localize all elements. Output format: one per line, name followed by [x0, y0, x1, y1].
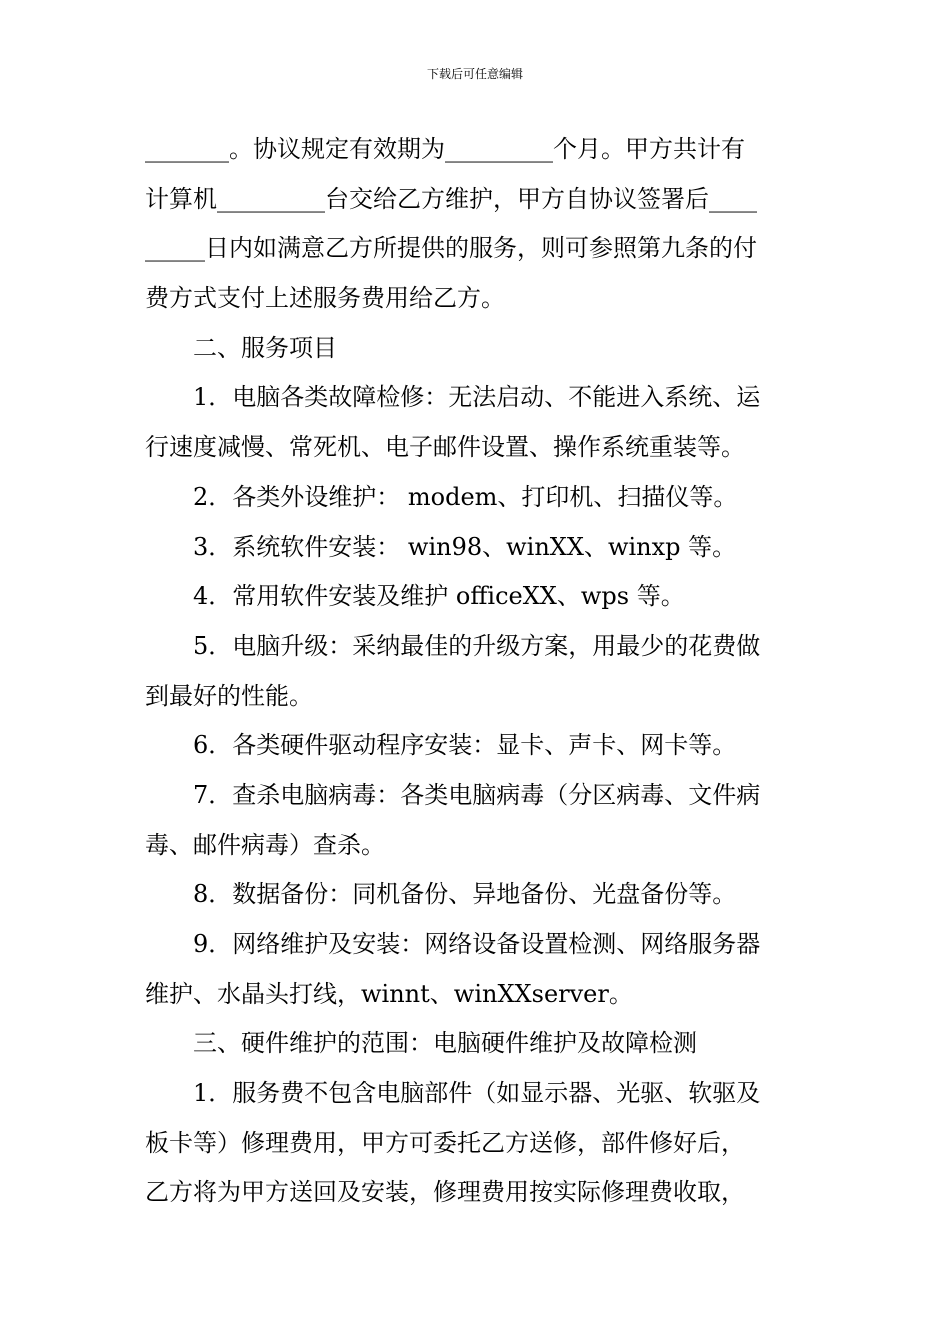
text-line: 板卡等）修理费用，甲方可委托乙方送修，部件修好后， [145, 1128, 745, 1157]
list-item: 4．常用软件安装及维护 officeXX、wps 等。 [193, 582, 685, 611]
list-item: 8．数据备份：同机备份、异地备份、光盘备份等。 [193, 880, 737, 909]
text-line: 乙方将为甲方送回及安装，修理费用按实际修理费收取， [145, 1178, 745, 1207]
page-header: 下载后可任意编辑 [426, 67, 523, 81]
text-line: 维护、水晶头打线，winnt、winXXserver。 [145, 979, 633, 1008]
list-item: 9．网络维护及安装：网络设备设置检测、网络服务器 [193, 930, 761, 958]
text-line: 计算机_________台交给乙方维护，甲方自协议签署后____ [145, 184, 757, 213]
list-item: 1．服务费不包含电脑部件（如显示器、光驱、软驱及 [193, 1079, 761, 1108]
section-heading: 二、服务项目 [193, 333, 337, 362]
text-line: 行速度减慢、常死机、电子邮件设置、操作系统重装等。 [145, 433, 745, 462]
text-line: _____日内如满意乙方所提供的服务，则可参照第九条的付 [145, 234, 757, 263]
text-line: 到最好的性能。 [145, 681, 313, 710]
list-item: 3．系统软件安装： win98、winXX、winxp 等。 [193, 532, 737, 561]
list-item: 6．各类硬件驱动程序安装：显卡、声卡、网卡等。 [193, 731, 737, 760]
document-body [145, 125, 807, 1218]
text-line: _______。协议规定有效期为_________个月。甲方共计有 [145, 135, 745, 163]
list-item: 2．各类外设维护： modem、打印机、扫描仪等。 [193, 482, 738, 511]
text-line: 毒、邮件病毒）查杀。 [145, 830, 385, 859]
text-line: 费方式支付上述服务费用给乙方。 [145, 284, 505, 313]
section-heading: 三、硬件维护的范围：电脑硬件维护及故障检测 [193, 1029, 697, 1058]
list-item: 1．电脑各类故障检修：无法启动、不能进入系统、运 [193, 383, 761, 412]
list-item: 7．查杀电脑病毒：各类电脑病毒（分区病毒、文件病 [193, 780, 761, 809]
list-item: 5．电脑升级：采纳最佳的升级方案，用最少的花费做 [193, 631, 761, 660]
